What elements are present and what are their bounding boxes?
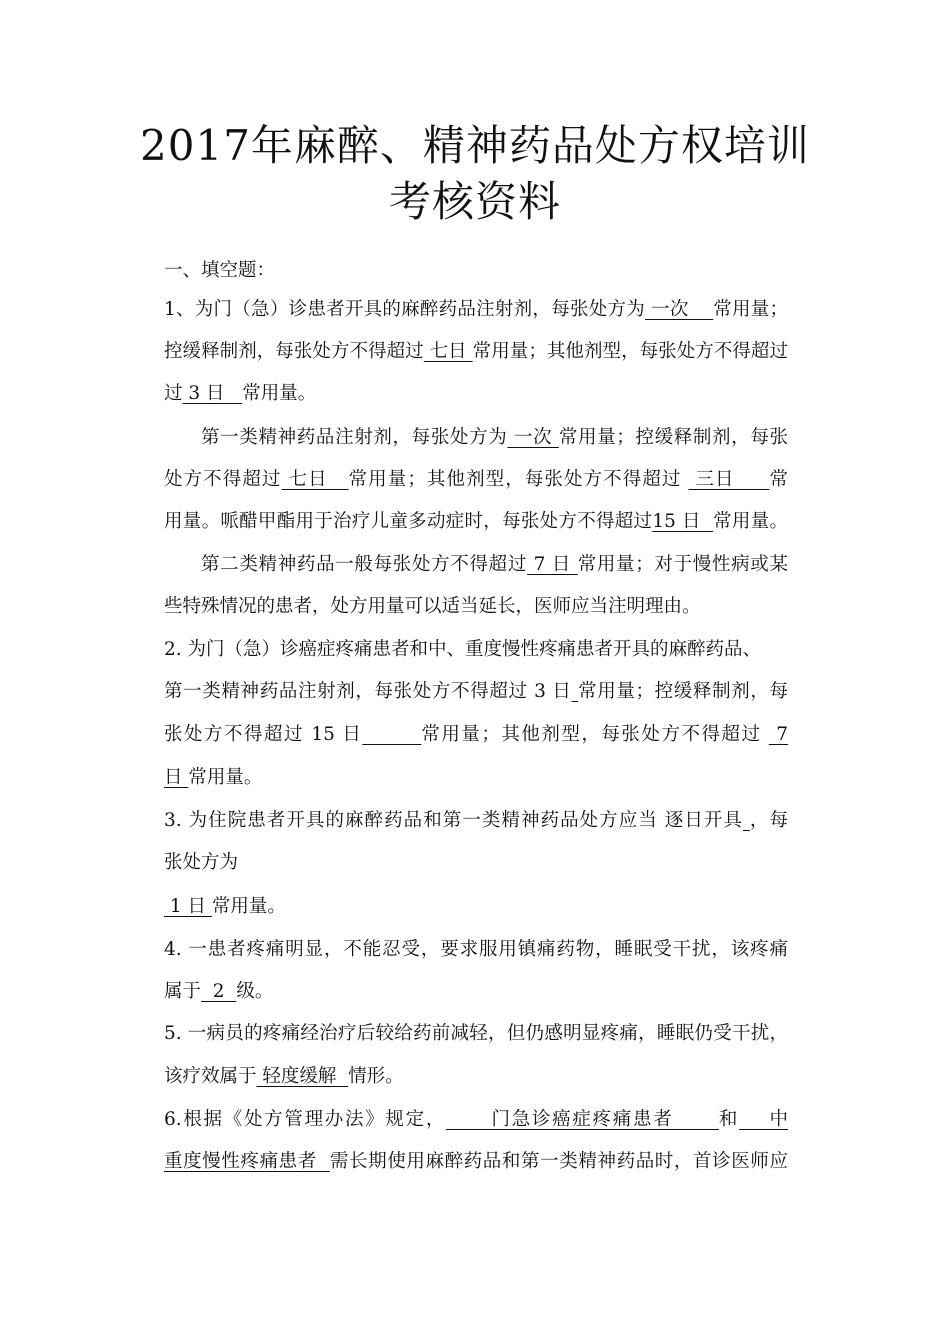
text-line [164,1108,788,1132]
text-line [164,1150,788,1174]
text-segment: 级。 [236,981,274,1002]
text-segment: 6.根据《处方管理办法》规定， [164,1109,447,1130]
answer-blank: 3 日 [182,383,243,404]
text-segment: 些特殊情况的患者，处方用量可以适当延长，医师应当注明理由。 [164,596,701,617]
text-segment: 常用量；控缓释制剂，每 [578,681,788,702]
text-segment: 过 [164,383,183,404]
text-line [201,553,788,577]
text-segment: 控缓释制剂，每张处方不得超过 [164,341,424,362]
text-segment: 该疗效属于 [164,1066,257,1087]
text-segment: 常用量；其他剂型，每张处方不得超过 [421,724,769,745]
text-segment: 和 [718,1109,740,1130]
text-line [164,851,788,875]
text-line [164,1065,788,1089]
text-line [164,723,788,747]
text-segment: 张处方为 [164,852,239,873]
text-segment: 常用量；其他剂型，每张处方不得超过 [348,469,689,490]
text-line [164,340,788,364]
text-line [164,595,788,619]
text-line [201,426,788,450]
text-line [164,680,788,704]
text-segment: 常用量； [713,299,788,320]
text-segment: 3. 为住院患者开具的麻醉药品和第一类精神药品处方应当 逐日开具 [164,810,743,831]
answer-blank [362,724,421,745]
text-segment: 情形。 [348,1066,404,1087]
text-line [164,468,788,492]
section-heading: 一、填空题： [164,260,276,281]
text-line [164,766,788,790]
text-segment: 常 [769,469,788,490]
answer-blank: 2 [201,981,237,1002]
text-line [164,510,788,534]
answer-blank: 15 日 [652,511,714,532]
text-segment: 1、为门（急）诊患者开具的麻醉药品注射剂，每张处方为 [164,299,645,320]
answer-blank: 1 日 [164,896,212,917]
document-title-line-1: 2017年麻醉、精神药品处方权培训 [140,121,810,170]
answer-blank: 七日 [281,469,349,490]
answer-blank: 七日 [423,341,473,362]
text-line [164,938,788,962]
answer-blank: 重度慢性疼痛患者 [164,1151,330,1172]
answer-blank: 7 [768,724,788,745]
answer-blank: 一次 [507,427,559,448]
text-line [164,298,788,322]
text-segment: 常用量。 [188,767,263,788]
text-segment: 第一类精神药品注射剂，每张处方不得超过 3 日 [164,681,572,702]
text-segment: 常用量。 [211,896,286,917]
text-segment: 常用量；控缓释制剂，每张 [558,427,788,448]
text-segment: 常用量。 [713,511,788,532]
answer-blank [743,810,750,831]
document-title-line-2: 考核资料 [388,177,561,226]
text-line [164,638,788,662]
text-line [164,382,788,406]
text-segment: 用量。哌醋甲酯用于治疗儿童多动症时，每张处方不得超过 [164,511,653,532]
text-segment: 第一类精神药品注射剂，每张处方为 [201,427,508,448]
text-segment: 常用量；其他剂型，每张处方不得超过 [472,341,788,362]
text-segment: 5. 一病员的疼痛经治疗后较给药前减轻，但仍感明显疼痛，睡眠仍受干扰， [164,1023,788,1044]
answer-blank: 门急诊癌症疼痛患者 [446,1109,719,1130]
text-segment: 4. 一患者疼痛明显，不能忍受，要求服用镇痛药物，睡眠受干扰，该疼痛 [164,939,788,960]
text-segment: 2. 为门（急）诊癌症疼痛患者和中、重度慢性疼痛患者开具的麻醉药品、 [164,639,762,660]
text-line [164,980,788,1004]
text-line [164,809,788,833]
text-segment: 属于 [164,981,202,1002]
text-line [164,895,788,919]
answer-blank: 日 [164,767,189,788]
text-segment: 常用量。 [242,383,317,404]
text-segment: 处方不得超过 [164,469,282,490]
answer-blank: 三日 [688,469,770,490]
text-segment: 常用量；对于慢性病或某 [577,554,788,575]
text-line [164,1022,788,1046]
answer-blank: 一次 [645,299,714,320]
answer-blank: 7 日 [527,554,578,575]
text-segment: 需长期使用麻醉药品和第一类精神药品时，首诊医师应 [329,1151,788,1172]
text-segment: ，每 [749,810,788,831]
text-segment: 第二类精神药品一般每张处方不得超过 [201,554,528,575]
answer-blank: 轻度缓解 [256,1066,349,1087]
text-segment: 张处方不得超过 15 日 [164,724,363,745]
answer-blank: 中 [739,1109,788,1130]
